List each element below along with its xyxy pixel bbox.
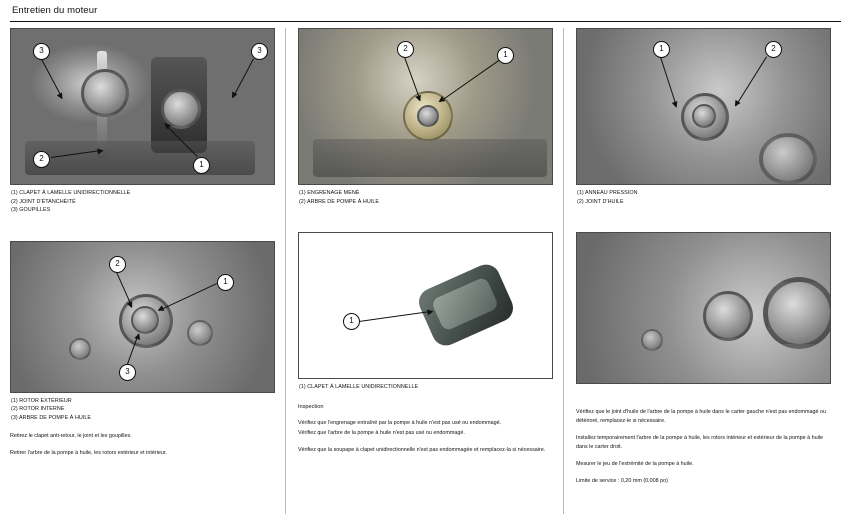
paragraph: Limite de service : 0,20 mm (0,008 po): [575, 478, 668, 484]
leader-1: [660, 57, 677, 107]
figure-image-5: [298, 232, 553, 379]
paragraph: Vérifiez que l'arbre de la pompe à huile n'est pas usé ou endommagé.: [297, 429, 465, 436]
content-columns: [0, 22, 851, 514]
figure-right-crankcase: [576, 232, 831, 384]
column-2-text: [298, 419, 553, 455]
figure-image-3: [576, 28, 831, 185]
bolt-hole: [641, 329, 663, 351]
page-header: [0, 0, 851, 18]
figure-image-1: [10, 28, 275, 185]
figure-reed-valve: [298, 232, 553, 392]
leader-1: [359, 311, 432, 322]
figure-3-legend: [577, 189, 831, 206]
oil-seal-part: [692, 104, 716, 128]
callout-1: 1: [497, 47, 514, 64]
paragraph: Vérifiez que la soupape à clapet unidirectionnelle n'est pas endommagée et remplacez-la si nécessaire.: [297, 446, 546, 453]
bearing-large: [759, 133, 817, 185]
figure-pressure-ring: [576, 28, 831, 206]
column-3: [563, 28, 841, 514]
callout-1: 1: [217, 274, 234, 291]
leader-3b: [232, 59, 254, 98]
case-edge: [25, 141, 255, 175]
legend-item: (1) CLAPET À LAMELLE UNIDIRECTIONNELLE: [298, 384, 419, 390]
figure-5-legend: [299, 383, 553, 392]
figure-image-6: [576, 232, 831, 384]
bearing-large: [763, 277, 831, 349]
figure-2-legend: [299, 189, 553, 206]
legend-item: (2) JOINT D'ÉTANCHÉITÉ: [11, 198, 76, 205]
leader-1: [439, 60, 499, 102]
bolt-hole: [187, 320, 213, 346]
legend-item: (2) ARBRE DE POMPE À HUILE: [298, 198, 380, 205]
case-lower: [313, 139, 547, 177]
paragraph: Vérifiez que l'engrenage entraîné par la pompe à huile n'est pas usé ou endommagé.: [297, 419, 502, 426]
paragraph: Vérifiez que le joint d'huile de l'arbre de la pompe à huile dans le carter gauche n'est pas endommagé ou détérioré, remplacez-le si nécessaire.: [575, 409, 827, 424]
callout-3a: 3: [33, 43, 50, 60]
figure-image-2: [298, 28, 553, 185]
column-1: [10, 28, 285, 514]
rotor-assembly: [703, 291, 753, 341]
bearing-ring: [81, 69, 129, 117]
paragraph: Retirez le clapet anti-retour, le joint et les goupilles.: [10, 433, 132, 439]
callout-2: 2: [765, 41, 782, 58]
callout-2: 2: [109, 256, 126, 273]
leader-2: [735, 56, 767, 106]
leader-2: [404, 57, 421, 101]
figure-oil-pump-rotors: [10, 241, 275, 423]
inner-rotor: [131, 306, 159, 334]
callout-2: 2: [397, 41, 414, 58]
bolt-hole: [69, 338, 91, 360]
leader-1: [159, 283, 217, 311]
legend-item: (2) JOINT D'HUILE: [576, 198, 624, 205]
callout-3b: 3: [251, 43, 268, 60]
figure-crankcase-assembly: [10, 28, 275, 215]
page-title: Entretien du moteur: [12, 5, 98, 16]
paragraph: Mesurer le jeu de l'extrémité de la pompe à huile.: [575, 461, 694, 467]
gear-bore: [417, 105, 439, 127]
legend-item: (2) ROTOR INTERNE: [11, 406, 65, 412]
leader-2: [116, 272, 132, 307]
legend-item: (3) GOUPILLES: [11, 207, 51, 213]
figure-image-4: [10, 241, 275, 393]
leader-3a: [41, 59, 63, 98]
callout-2: 2: [33, 151, 50, 168]
column-3-text: [576, 408, 831, 486]
inspection-heading: Inspection: [297, 403, 324, 410]
legend-item: (1) ANNEAU PRESSION: [576, 190, 638, 196]
callout-1: 1: [193, 157, 210, 174]
legend-item: (3) ARBRE DE POMPE À HUILE: [11, 414, 92, 421]
figure-driven-gear: [298, 28, 553, 206]
figure-1-legend: [11, 189, 275, 215]
legend-item: (1) ROTOR EXTÉRIEUR: [11, 397, 72, 404]
column-2: [285, 28, 563, 514]
figure-4-legend: [11, 397, 275, 423]
legend-item: (1) CLAPET À LAMELLE UNIDIRECTIONNELLE: [11, 190, 131, 196]
column-1-text: [10, 432, 275, 458]
callout-1: 1: [343, 313, 360, 330]
paragraph: Retirer l'arbre de la pompe à huile, les rotors extérieur et intérieur.: [10, 450, 167, 456]
callout-1: 1: [653, 41, 670, 58]
paragraph: Installez temporairement l'arbre de la pompe à huile, les rotors intérieur et extérieur de la pompe à huile dans le carter droit.: [575, 435, 824, 450]
legend-item: (1) ENGRENAGE MENÉ: [298, 190, 360, 196]
callout-3: 3: [119, 364, 136, 381]
